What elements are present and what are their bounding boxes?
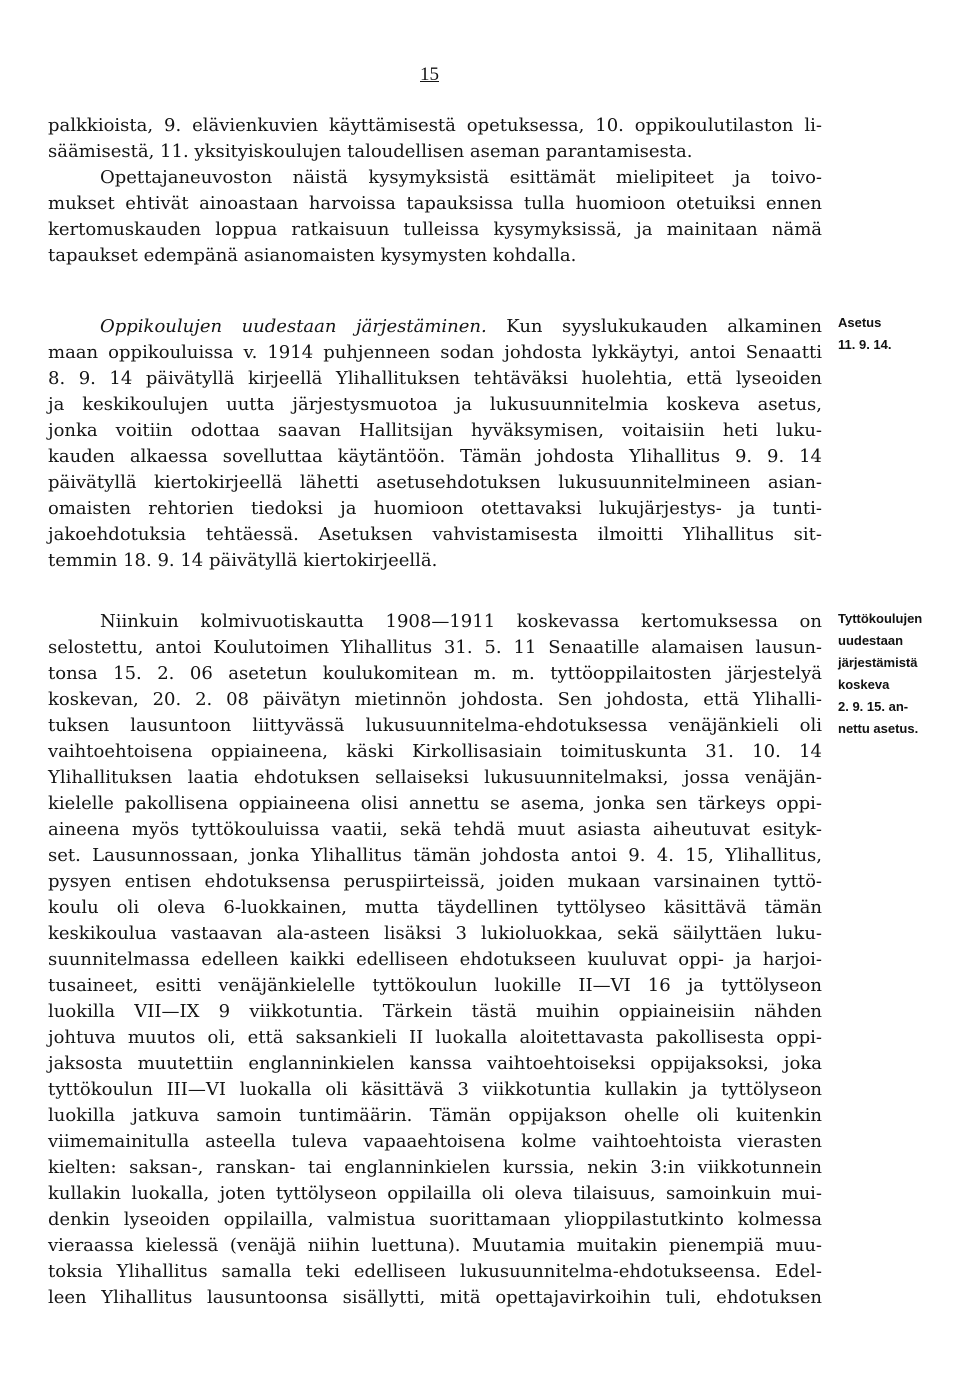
text-line: leen Ylihallitus lausuntoonsa sisällytti, mitä opettajavirkoihin tuli, ehdotuksen bbox=[48, 1287, 822, 1308]
text-line: palkkioista, 9. elävienkuvien käyttämisestä opetuksessa, 10. oppikoulutilaston li- bbox=[48, 115, 822, 136]
text-line: mukset ehtivät ainoastaan harvoissa tapauksissa tulla huomioon otetuiksi ennen bbox=[48, 193, 822, 214]
text-line: luokilla jatkuva samoin tuntimäärin. Tämän oppijakson ohelle oli kuitenkin bbox=[48, 1105, 822, 1126]
text-line: jonka voitiin odottaa saavan Hallitsijan hyväksymisen, voitaisiin heti luku- bbox=[48, 420, 822, 441]
margin-note-line: nettu asetus. bbox=[838, 721, 919, 736]
text-line: Niinkuin kolmivuotiskautta 1908—1911 koskevassa kertomuksessa on bbox=[100, 611, 822, 632]
text-line: jakoehdotuksia tehtäessä. Asetuksen vahvistamisesta ilmoitti Ylihallitus sit- bbox=[48, 524, 822, 545]
text-line: tapaukset edempänä asianomaisten kysymysten kohdalla. bbox=[48, 245, 577, 266]
margin-note-line: järjestämistä bbox=[838, 655, 918, 670]
text-line: Ylihallituksen laatia ehdotuksen sellaiseksi lukusuunnitelmaksi, jossa venäjän- bbox=[48, 767, 822, 788]
text-line: kullakin luokalla, joten tyttölyseon oppilailla oli oleva tilaisuus, samoinkuin mui- bbox=[48, 1183, 822, 1204]
text-line: Opettajaneuvoston näistä kysymyksistä esittämät mielipiteet ja toivo- bbox=[100, 167, 822, 188]
text-line: kertomuskauden loppua ratkaisuun tulleissa kysymyksissä, ja mainitaan nämä bbox=[48, 219, 822, 240]
margin-note-line: uudestaan bbox=[838, 633, 904, 648]
margin-note-line: 2. 9. 15. an- bbox=[838, 699, 909, 714]
text-line: luokilla VII—IX 9 viikkotuntia. Tärkein tästä muihin oppiaineisiin nähden bbox=[48, 1001, 822, 1022]
text-line: ja keskikoulujen uutta järjestysmuotoa ja lukusuunnitelmia koskeva asetus, bbox=[48, 394, 822, 415]
margin-note-tyttokoulujen bbox=[838, 608, 958, 740]
page-number: 15 bbox=[420, 64, 439, 85]
text-line: viimemainitulla asteella tuleva vapaaehtoisena kolme vaihtoehtoista vierasten bbox=[48, 1131, 822, 1152]
text-line: 8. 9. 14 päivätyllä kirjeellä Ylihallituksen tehtäväksi huolehtia, että lyseoiden bbox=[48, 368, 822, 389]
text-line: koskevan, 20. 2. 08 päivätyn mietinnön johdosta. Sen johdosta, että Ylihalli- bbox=[48, 689, 822, 710]
text-line: kauden alkaessa sovelluttaa käytäntöön. Tämän johdosta Ylihallitus 9. 9. 14 bbox=[48, 446, 822, 467]
text-line: tusaineet, esitti venäjänkielelle tyttökoulun luokille II—VI 16 ja tyttölyseon bbox=[48, 975, 822, 996]
text-line: tuksen lausuntoon liittyvässä lukusuunnitelma-ehdotuksessa venäjänkieli oli bbox=[48, 715, 822, 736]
text-line: keskikoulua vastaavan ala-asteen lisäksi 3 lukioluokkaa, sekä säilyttäen luku- bbox=[48, 923, 822, 944]
text-line: selostettu, antoi Koulutoimen Ylihallitus 31. 5. 11 Senaatille alamaisen lausun- bbox=[48, 637, 822, 658]
text-line: denkin lyseoiden oppilailla, valmistua suorittamaan ylioppilastutkinto kolmessa bbox=[48, 1209, 822, 1230]
text-line: temmin 18. 9. 14 päivätyllä kiertokirjeellä. bbox=[48, 550, 438, 571]
text-line: kielelle pakollisena oppiaineena olisi annettu se asema, jonka sen tärkeys oppi- bbox=[48, 793, 822, 814]
text-line: koulu oli oleva 6-luokkainen, mutta täydellinen tyttölyseo käsittävä tämän bbox=[48, 897, 822, 918]
margin-note-asetus bbox=[838, 312, 958, 356]
text-line: jaksosta muutettiin englanninkielen kanssa vaihtoehtoiseksi oppijaksoksi, joka bbox=[48, 1053, 822, 1074]
text-line: johtuva muutos oli, että saksankieli II luokalla aloitettavasta pakollisesta oppi- bbox=[48, 1027, 822, 1048]
text-line: säämisestä, 11. yksityiskoulujen taloudellisen aseman parantamisesta. bbox=[48, 141, 693, 162]
text-line: aineena myös tyttökouluissa vaatii, sekä tehdä muut asiasta aiheutuvat esityk- bbox=[48, 819, 822, 840]
text-span: Kun syyslukukauden alkaminen bbox=[486, 316, 823, 337]
text-line: suunnitelmassa edelleen kaikki edelliseen ehdotukseen kuuluvat oppi- ja harjoi- bbox=[48, 949, 822, 970]
text-line: maan oppikouluissa v. 1914 puhjenneen sodan johdosta lykkäytyi, antoi Senaatti bbox=[48, 342, 822, 363]
text-line: päivätyllä kiertokirjeellä lähetti asetusehdotuksen lukusuunnitelmineen asian- bbox=[48, 472, 822, 493]
text-line: tyttökoulun III—VI luokalla oli käsittävä 3 viikkotuntia kullakin ja tyttölyseon bbox=[48, 1079, 822, 1100]
text-line: set. Lausunnossaan, jonka Ylihallitus tämän johdosta antoi 9. 4. 15, Ylihallitus, bbox=[48, 845, 822, 866]
section-heading: Oppikoulujen uudestaan järjestäminen. bbox=[100, 316, 487, 337]
text-line: pysyen entisen ehdotuksensa peruspiirteissä, joiden mukaan varsinainen tyttö- bbox=[48, 871, 822, 892]
text-line: vaihtoehtoisena oppiaineena, käski Kirkollisasiain toimituskunta 31. 10. 14 bbox=[48, 741, 822, 762]
text-line: tonsa 15. 2. 06 asetetun koulukomitean m. m. tyttöoppilaitosten järjestelyä bbox=[48, 663, 822, 684]
text-line: kielten: saksan-, ranskan- tai englanninkielen kurssia, nekin 3:in viikkotunnein bbox=[48, 1157, 822, 1178]
text-line: vieraassa kielessä (venäjä niihin luettuna). Muutamia muitakin pienempiä muu- bbox=[48, 1235, 822, 1256]
margin-note-line: 11. 9. 14. bbox=[838, 337, 892, 352]
margin-note-line: Asetus bbox=[838, 315, 882, 330]
text-line: omaisten rehtorien tiedoksi ja huomioon otettavaksi lukujärjestys- ja tunti- bbox=[48, 498, 822, 519]
section-heading-line bbox=[100, 314, 822, 340]
margin-note-line: Tyttökoulujen bbox=[838, 611, 923, 626]
margin-note-line: koskeva bbox=[838, 677, 890, 692]
text-line: toksia Ylihallitus samalla teki edelliseen lukusuunnitelma-ehdotukseensa. Edel- bbox=[48, 1261, 822, 1282]
